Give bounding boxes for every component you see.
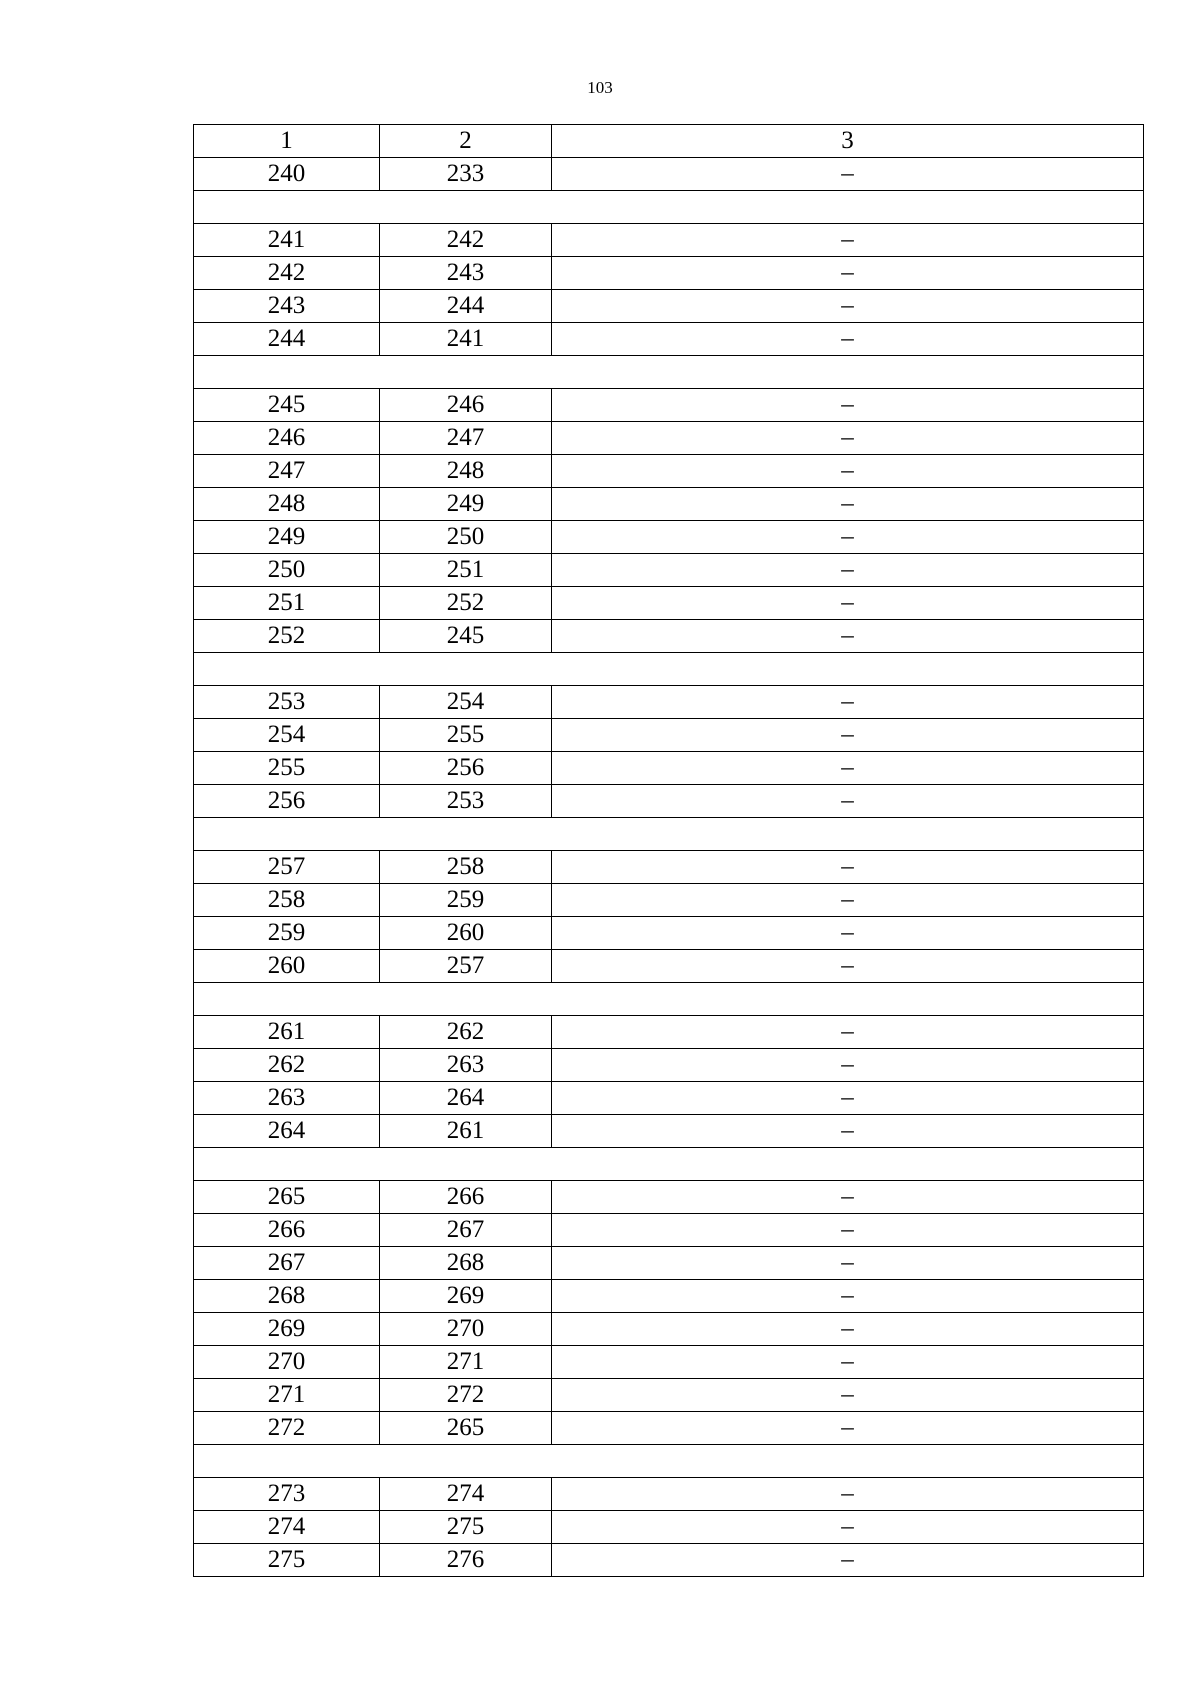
table-row bbox=[194, 950, 1144, 983]
data-table bbox=[193, 124, 1144, 1577]
table-cell-col-2: 261 bbox=[380, 1115, 552, 1148]
separator-cell bbox=[194, 1148, 1144, 1181]
table-cell-col-3: – bbox=[552, 1181, 1144, 1214]
table-row bbox=[194, 1412, 1144, 1445]
table-cell-col-2: 272 bbox=[380, 1379, 552, 1412]
table-cell-col-2: 270 bbox=[380, 1313, 552, 1346]
table-cell-col-1: 262 bbox=[194, 1049, 380, 1082]
table-cell-col-2: 233 bbox=[380, 158, 552, 191]
table-cell-col-2: 271 bbox=[380, 1346, 552, 1379]
separator-cell bbox=[194, 191, 1144, 224]
table-cell-col-1: 252 bbox=[194, 620, 380, 653]
table-row bbox=[194, 1544, 1144, 1577]
table-cell-col-1: 242 bbox=[194, 257, 380, 290]
separator-cell bbox=[194, 356, 1144, 389]
table-cell-col-2: 267 bbox=[380, 1214, 552, 1247]
table-row bbox=[194, 686, 1144, 719]
table-cell-col-3: – bbox=[552, 950, 1144, 983]
table-cell-col-1: 272 bbox=[194, 1412, 380, 1445]
table-cell-col-1: 259 bbox=[194, 917, 380, 950]
table-cell-col-3: – bbox=[552, 686, 1144, 719]
table-cell-col-3: – bbox=[552, 752, 1144, 785]
table-cell-col-2: 266 bbox=[380, 1181, 552, 1214]
table-cell-col-2: 252 bbox=[380, 587, 552, 620]
table-row bbox=[194, 752, 1144, 785]
table-cell-col-1: 253 bbox=[194, 686, 380, 719]
table-cell-col-2: 268 bbox=[380, 1247, 552, 1280]
table-row bbox=[194, 587, 1144, 620]
table-cell-col-3: – bbox=[552, 1511, 1144, 1544]
table-cell-col-3: – bbox=[552, 1214, 1144, 1247]
table-cell-col-3: – bbox=[552, 1115, 1144, 1148]
table-cell-col-2: 257 bbox=[380, 950, 552, 983]
table-cell-col-3: – bbox=[552, 1313, 1144, 1346]
separator-cell bbox=[194, 983, 1144, 1016]
table-row bbox=[194, 224, 1144, 257]
table-row bbox=[194, 1511, 1144, 1544]
table-row bbox=[194, 1115, 1144, 1148]
table-cell-col-1: 269 bbox=[194, 1313, 380, 1346]
column-header-3: 3 bbox=[552, 125, 1144, 158]
table-row bbox=[194, 620, 1144, 653]
table-cell-col-2: 265 bbox=[380, 1412, 552, 1445]
table-cell-col-2: 248 bbox=[380, 455, 552, 488]
table-cell-col-3: – bbox=[552, 587, 1144, 620]
table-cell-col-2: 263 bbox=[380, 1049, 552, 1082]
table-cell-col-3: – bbox=[552, 851, 1144, 884]
table-cell-col-2: 247 bbox=[380, 422, 552, 455]
table-row bbox=[194, 1247, 1144, 1280]
table-cell-col-2: 245 bbox=[380, 620, 552, 653]
table-cell-col-3: – bbox=[552, 785, 1144, 818]
table-row bbox=[194, 719, 1144, 752]
table-row bbox=[194, 884, 1144, 917]
table-cell-col-2: 275 bbox=[380, 1511, 552, 1544]
table-cell-col-2: 259 bbox=[380, 884, 552, 917]
table-cell-col-3: – bbox=[552, 1016, 1144, 1049]
table-cell-col-3: – bbox=[552, 1247, 1144, 1280]
table-cell-col-1: 258 bbox=[194, 884, 380, 917]
table-cell-col-1: 264 bbox=[194, 1115, 380, 1148]
table-cell-col-3: – bbox=[552, 1082, 1144, 1115]
table-cell-col-2: 253 bbox=[380, 785, 552, 818]
group-separator-row bbox=[194, 356, 1144, 389]
table-cell-col-3: – bbox=[552, 323, 1144, 356]
column-header-2: 2 bbox=[380, 125, 552, 158]
table-cell-col-1: 241 bbox=[194, 224, 380, 257]
table-row bbox=[194, 1346, 1144, 1379]
table-cell-col-3: – bbox=[552, 257, 1144, 290]
table-cell-col-3: – bbox=[552, 422, 1144, 455]
column-header-1: 1 bbox=[194, 125, 380, 158]
table-cell-col-1: 265 bbox=[194, 1181, 380, 1214]
table-row bbox=[194, 290, 1144, 323]
table-cell-col-3: – bbox=[552, 1346, 1144, 1379]
table-cell-col-2: 251 bbox=[380, 554, 552, 587]
table-cell-col-1: 244 bbox=[194, 323, 380, 356]
table-cell-col-1: 273 bbox=[194, 1478, 380, 1511]
table-cell-col-2: 262 bbox=[380, 1016, 552, 1049]
table-row bbox=[194, 554, 1144, 587]
table-cell-col-1: 247 bbox=[194, 455, 380, 488]
table-cell-col-3: – bbox=[552, 1544, 1144, 1577]
table-cell-col-3: – bbox=[552, 455, 1144, 488]
table-row bbox=[194, 323, 1144, 356]
table-header-row bbox=[194, 125, 1144, 158]
group-separator-row bbox=[194, 1148, 1144, 1181]
table-cell-col-2: 250 bbox=[380, 521, 552, 554]
table-cell-col-3: – bbox=[552, 1280, 1144, 1313]
table-cell-col-1: 243 bbox=[194, 290, 380, 323]
page-number: 103 bbox=[587, 78, 613, 97]
table-cell-col-1: 246 bbox=[194, 422, 380, 455]
table-cell-col-1: 248 bbox=[194, 488, 380, 521]
table-row bbox=[194, 257, 1144, 290]
table-cell-col-1: 270 bbox=[194, 1346, 380, 1379]
table-cell-col-1: 266 bbox=[194, 1214, 380, 1247]
table-cell-col-1: 251 bbox=[194, 587, 380, 620]
separator-cell bbox=[194, 653, 1144, 686]
table-body bbox=[194, 125, 1144, 1577]
table-cell-col-2: 241 bbox=[380, 323, 552, 356]
table-cell-col-1: 249 bbox=[194, 521, 380, 554]
table-cell-col-3: – bbox=[552, 1049, 1144, 1082]
table-row bbox=[194, 1016, 1144, 1049]
table-cell-col-2: 254 bbox=[380, 686, 552, 719]
table-cell-col-2: 244 bbox=[380, 290, 552, 323]
table-cell-col-3: – bbox=[552, 389, 1144, 422]
group-separator-row bbox=[194, 191, 1144, 224]
table-row bbox=[194, 1082, 1144, 1115]
table-row bbox=[194, 488, 1144, 521]
table-row bbox=[194, 422, 1144, 455]
table-cell-col-2: 274 bbox=[380, 1478, 552, 1511]
separator-cell bbox=[194, 818, 1144, 851]
table-row bbox=[194, 158, 1144, 191]
table-cell-col-2: 255 bbox=[380, 719, 552, 752]
table-cell-col-1: 271 bbox=[194, 1379, 380, 1412]
table-cell-col-1: 257 bbox=[194, 851, 380, 884]
table-cell-col-3: – bbox=[552, 521, 1144, 554]
table-row bbox=[194, 851, 1144, 884]
table-row bbox=[194, 1280, 1144, 1313]
table-cell-col-1: 255 bbox=[194, 752, 380, 785]
table-cell-col-3: – bbox=[552, 884, 1144, 917]
table-cell-col-1: 263 bbox=[194, 1082, 380, 1115]
table-cell-col-2: 258 bbox=[380, 851, 552, 884]
table-cell-col-1: 250 bbox=[194, 554, 380, 587]
table-row bbox=[194, 1049, 1144, 1082]
table-cell-col-1: 240 bbox=[194, 158, 380, 191]
table-cell-col-2: 246 bbox=[380, 389, 552, 422]
table-cell-col-1: 254 bbox=[194, 719, 380, 752]
group-separator-row bbox=[194, 818, 1144, 851]
table-cell-col-2: 242 bbox=[380, 224, 552, 257]
group-separator-row bbox=[194, 1445, 1144, 1478]
table-row bbox=[194, 455, 1144, 488]
table-cell-col-1: 275 bbox=[194, 1544, 380, 1577]
table-cell-col-3: – bbox=[552, 1379, 1144, 1412]
table-row bbox=[194, 1478, 1144, 1511]
table-cell-col-3: – bbox=[552, 554, 1144, 587]
table-row bbox=[194, 389, 1144, 422]
table-cell-col-2: 260 bbox=[380, 917, 552, 950]
table-row bbox=[194, 1214, 1144, 1247]
table-row bbox=[194, 917, 1144, 950]
table-cell-col-3: – bbox=[552, 620, 1144, 653]
table-row bbox=[194, 785, 1144, 818]
table-cell-col-1: 261 bbox=[194, 1016, 380, 1049]
table-row bbox=[194, 1181, 1144, 1214]
table-cell-col-1: 260 bbox=[194, 950, 380, 983]
table-cell-col-3: – bbox=[552, 224, 1144, 257]
table-cell-col-3: – bbox=[552, 719, 1144, 752]
table-cell-col-3: – bbox=[552, 290, 1144, 323]
table-row bbox=[194, 1379, 1144, 1412]
table-cell-col-2: 249 bbox=[380, 488, 552, 521]
table-cell-col-2: 269 bbox=[380, 1280, 552, 1313]
table-cell-col-1: 267 bbox=[194, 1247, 380, 1280]
table-row bbox=[194, 1313, 1144, 1346]
table-row bbox=[194, 521, 1144, 554]
table-cell-col-1: 274 bbox=[194, 1511, 380, 1544]
table-cell-col-3: – bbox=[552, 917, 1144, 950]
table-cell-col-2: 243 bbox=[380, 257, 552, 290]
table-cell-col-3: – bbox=[552, 1412, 1144, 1445]
group-separator-row bbox=[194, 983, 1144, 1016]
table-cell-col-2: 256 bbox=[380, 752, 552, 785]
table-cell-col-2: 276 bbox=[380, 1544, 552, 1577]
table-cell-col-1: 268 bbox=[194, 1280, 380, 1313]
separator-cell bbox=[194, 1445, 1144, 1478]
table-cell-col-1: 256 bbox=[194, 785, 380, 818]
table-cell-col-3: – bbox=[552, 1478, 1144, 1511]
table-cell-col-3: – bbox=[552, 488, 1144, 521]
table-cell-col-3: – bbox=[552, 158, 1144, 191]
group-separator-row bbox=[194, 653, 1144, 686]
table-cell-col-2: 264 bbox=[380, 1082, 552, 1115]
table-cell-col-1: 245 bbox=[194, 389, 380, 422]
